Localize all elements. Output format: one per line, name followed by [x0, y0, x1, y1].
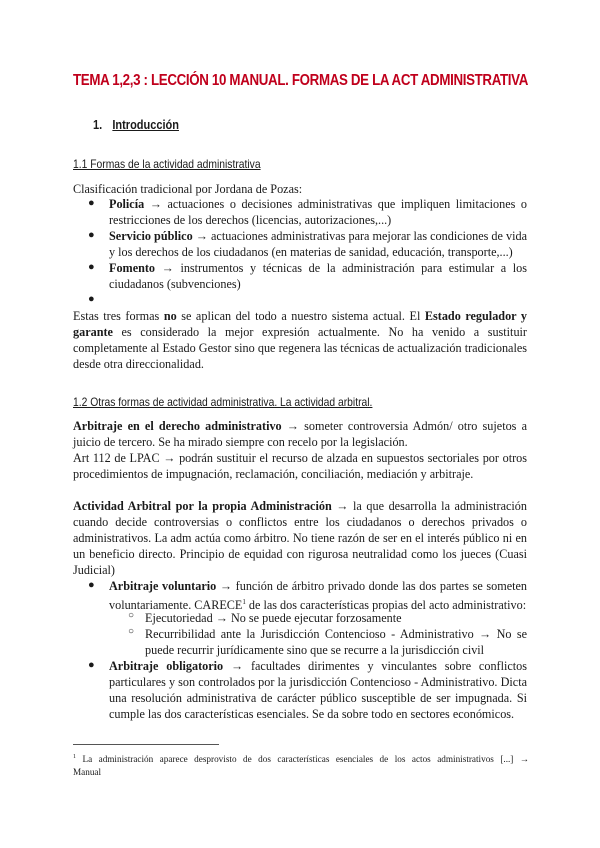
text-run-bold: Arbitraje en el derecho administrativo	[73, 419, 282, 433]
text-run: es considerado la mejor expresión actualmente. No ha venido a sustituir	[112, 325, 527, 339]
bullet-term: Servicio público	[109, 229, 193, 243]
text-run: voluntariamente. CARECE	[109, 598, 243, 613]
bullet-dot-icon: ●	[88, 579, 95, 591]
arbitraje-line-2: juicio de tercero. Se ha mirado siempre con recelo por la legislación.	[73, 435, 408, 449]
obligatorio-line-1	[109, 658, 527, 674]
recurribilidad-item-cont: puede recurrir jurídicamente sino que se recurre a la jurisdicción civil	[145, 643, 485, 657]
footnote-line-1	[73, 751, 529, 766]
bullet-dot-icon: ●	[88, 229, 95, 241]
obligatorio-line-4: cumple las dos características esenciales. Se da sobre todo en sectores económicos.	[109, 707, 515, 721]
subsection-heading-1-1: 1.1 Formas de la actividad administrativa	[73, 157, 261, 171]
bullet-text: → actuaciones o decisiones administrativas que impliquen limitaciones o	[144, 197, 527, 211]
para-line-1	[73, 308, 527, 324]
circle-bullet-icon: ○	[128, 610, 135, 621]
actividad-line-5: Judicial)	[73, 563, 115, 577]
actividad-line-4: un beneficio directo. Principio de equidad con rigurosa neutralidad como los jueces (Cuasi	[73, 547, 527, 561]
arbitraje-line-4: procedimientos de impugnación, reclamación, conciliación, mediación y arbitraje.	[73, 467, 474, 481]
text-run: → someter controversia Admón/ otro sujetos a	[281, 419, 527, 433]
section-label: Introducción	[112, 118, 179, 132]
actividad-line-2: cuando decide controversias o conflictos entre los ciudadanos o derechos privados o	[73, 515, 527, 529]
bullet-policia-cont: restricciones de los derechos (licencias, autorizaciones,...)	[109, 213, 392, 227]
text-run: → la que desarrolla la administración	[331, 499, 527, 513]
footnote-ref[interactable]: 1	[242, 598, 246, 606]
obligatorio-line-3: una resolución administrativa de carácter público susceptible de ser impugnada. Si	[109, 691, 527, 705]
obligatorio-line-2: particulares y son controlados por la jurisdicción Contencioso - Administrativo. Dicta	[109, 675, 527, 689]
section-heading-introduccion	[93, 118, 179, 132]
text-run-bold: Actividad Arbitral por la propia Administración	[73, 499, 332, 513]
classification-intro: Clasificación tradicional por Jordana de Pozas:	[73, 182, 303, 196]
bullet-fomento	[109, 260, 527, 276]
voluntario-line-1	[109, 578, 527, 594]
text-run-bold: Estado regulador y	[424, 309, 527, 323]
text-run-bold: Arbitraje obligatorio	[109, 659, 224, 673]
bullet-text: → instrumentos y técnicas de la administración para estimular a los	[155, 261, 527, 275]
text-run: → función de árbitro privado donde las dos partes se someten	[216, 579, 527, 593]
bullet-term: Fomento	[109, 261, 156, 275]
bullet-text: → actuaciones administrativas para mejorar las condiciones de vida	[192, 229, 528, 243]
text-run-bold: Arbitraje voluntario	[109, 579, 217, 593]
para-line-2	[73, 324, 527, 340]
text-run: → facultades dirimentes y vinculantes sobre conflictos	[223, 659, 527, 673]
circle-bullet-icon: ○	[128, 626, 135, 637]
ejecutoriedad-item: Ejecutoriedad → No se puede ejecutar forzosamente	[145, 611, 402, 625]
para-line-3: completamente al Estado Gestor sino que regenera las técnicas de actualización tradicionales	[73, 341, 527, 355]
bullet-servicio-publico-cont: y los derechos de los ciudadanos (en materias de sanidad, educación, transporte,...)	[109, 245, 513, 259]
text-run: de las dos características propias del acto administrativo:	[245, 598, 527, 613]
bullet-dot-icon: ●	[88, 261, 95, 273]
bullet-policia	[109, 196, 527, 212]
bullet-servicio-publico	[109, 228, 527, 244]
text-run: Estas tres formas	[73, 309, 164, 323]
subsection-heading-1-2: 1.2 Otras formas de actividad administrativa. La actividad arbitral.	[73, 395, 373, 409]
footnote-divider	[73, 744, 219, 745]
para-line-4: desde otra direccionalidad.	[73, 357, 204, 371]
footnote	[73, 751, 529, 779]
document-title: TEMA 1,2,3 : LECCIÓN 10 MANUAL. FORMAS DE LA ACT ADMINISTRATIVA	[73, 72, 529, 89]
arbitraje-line-1	[73, 418, 527, 434]
arbitraje-line-3: Art 112 de LPAC → podrán sustituir el recurso de alzada en supuestos sectoriales por otros	[73, 451, 527, 465]
empty-bullet-dot-icon: ●	[88, 293, 95, 305]
actividad-line-1	[73, 498, 527, 514]
footnote-mark: 1	[73, 754, 76, 760]
bullet-dot-icon: ●	[88, 197, 95, 209]
bullet-dot-icon: ●	[88, 659, 95, 671]
bullet-term: Policía	[109, 197, 145, 211]
text-run-bold: garante	[73, 325, 113, 339]
recurribilidad-item: Recurribilidad ante la Jurisdicción Contencioso - Administrativo → No se	[145, 627, 527, 641]
footnote-line-2: Manual	[73, 767, 102, 778]
text-run: se aplican del todo a nuestro sistema actual. El	[176, 309, 425, 323]
actividad-line-3: administrativos. La adm actúa como árbitro. No tiene razón de ser en el interés público ni en	[73, 531, 527, 545]
section-number: 1.	[93, 118, 103, 132]
bullet-fomento-cont: ciudadanos (subvenciones)	[109, 277, 241, 291]
text-run: La administración aparece desprovisto de dos características esenciales de los actos administrativos [...] →	[76, 754, 529, 765]
text-run-bold: no	[163, 309, 177, 323]
